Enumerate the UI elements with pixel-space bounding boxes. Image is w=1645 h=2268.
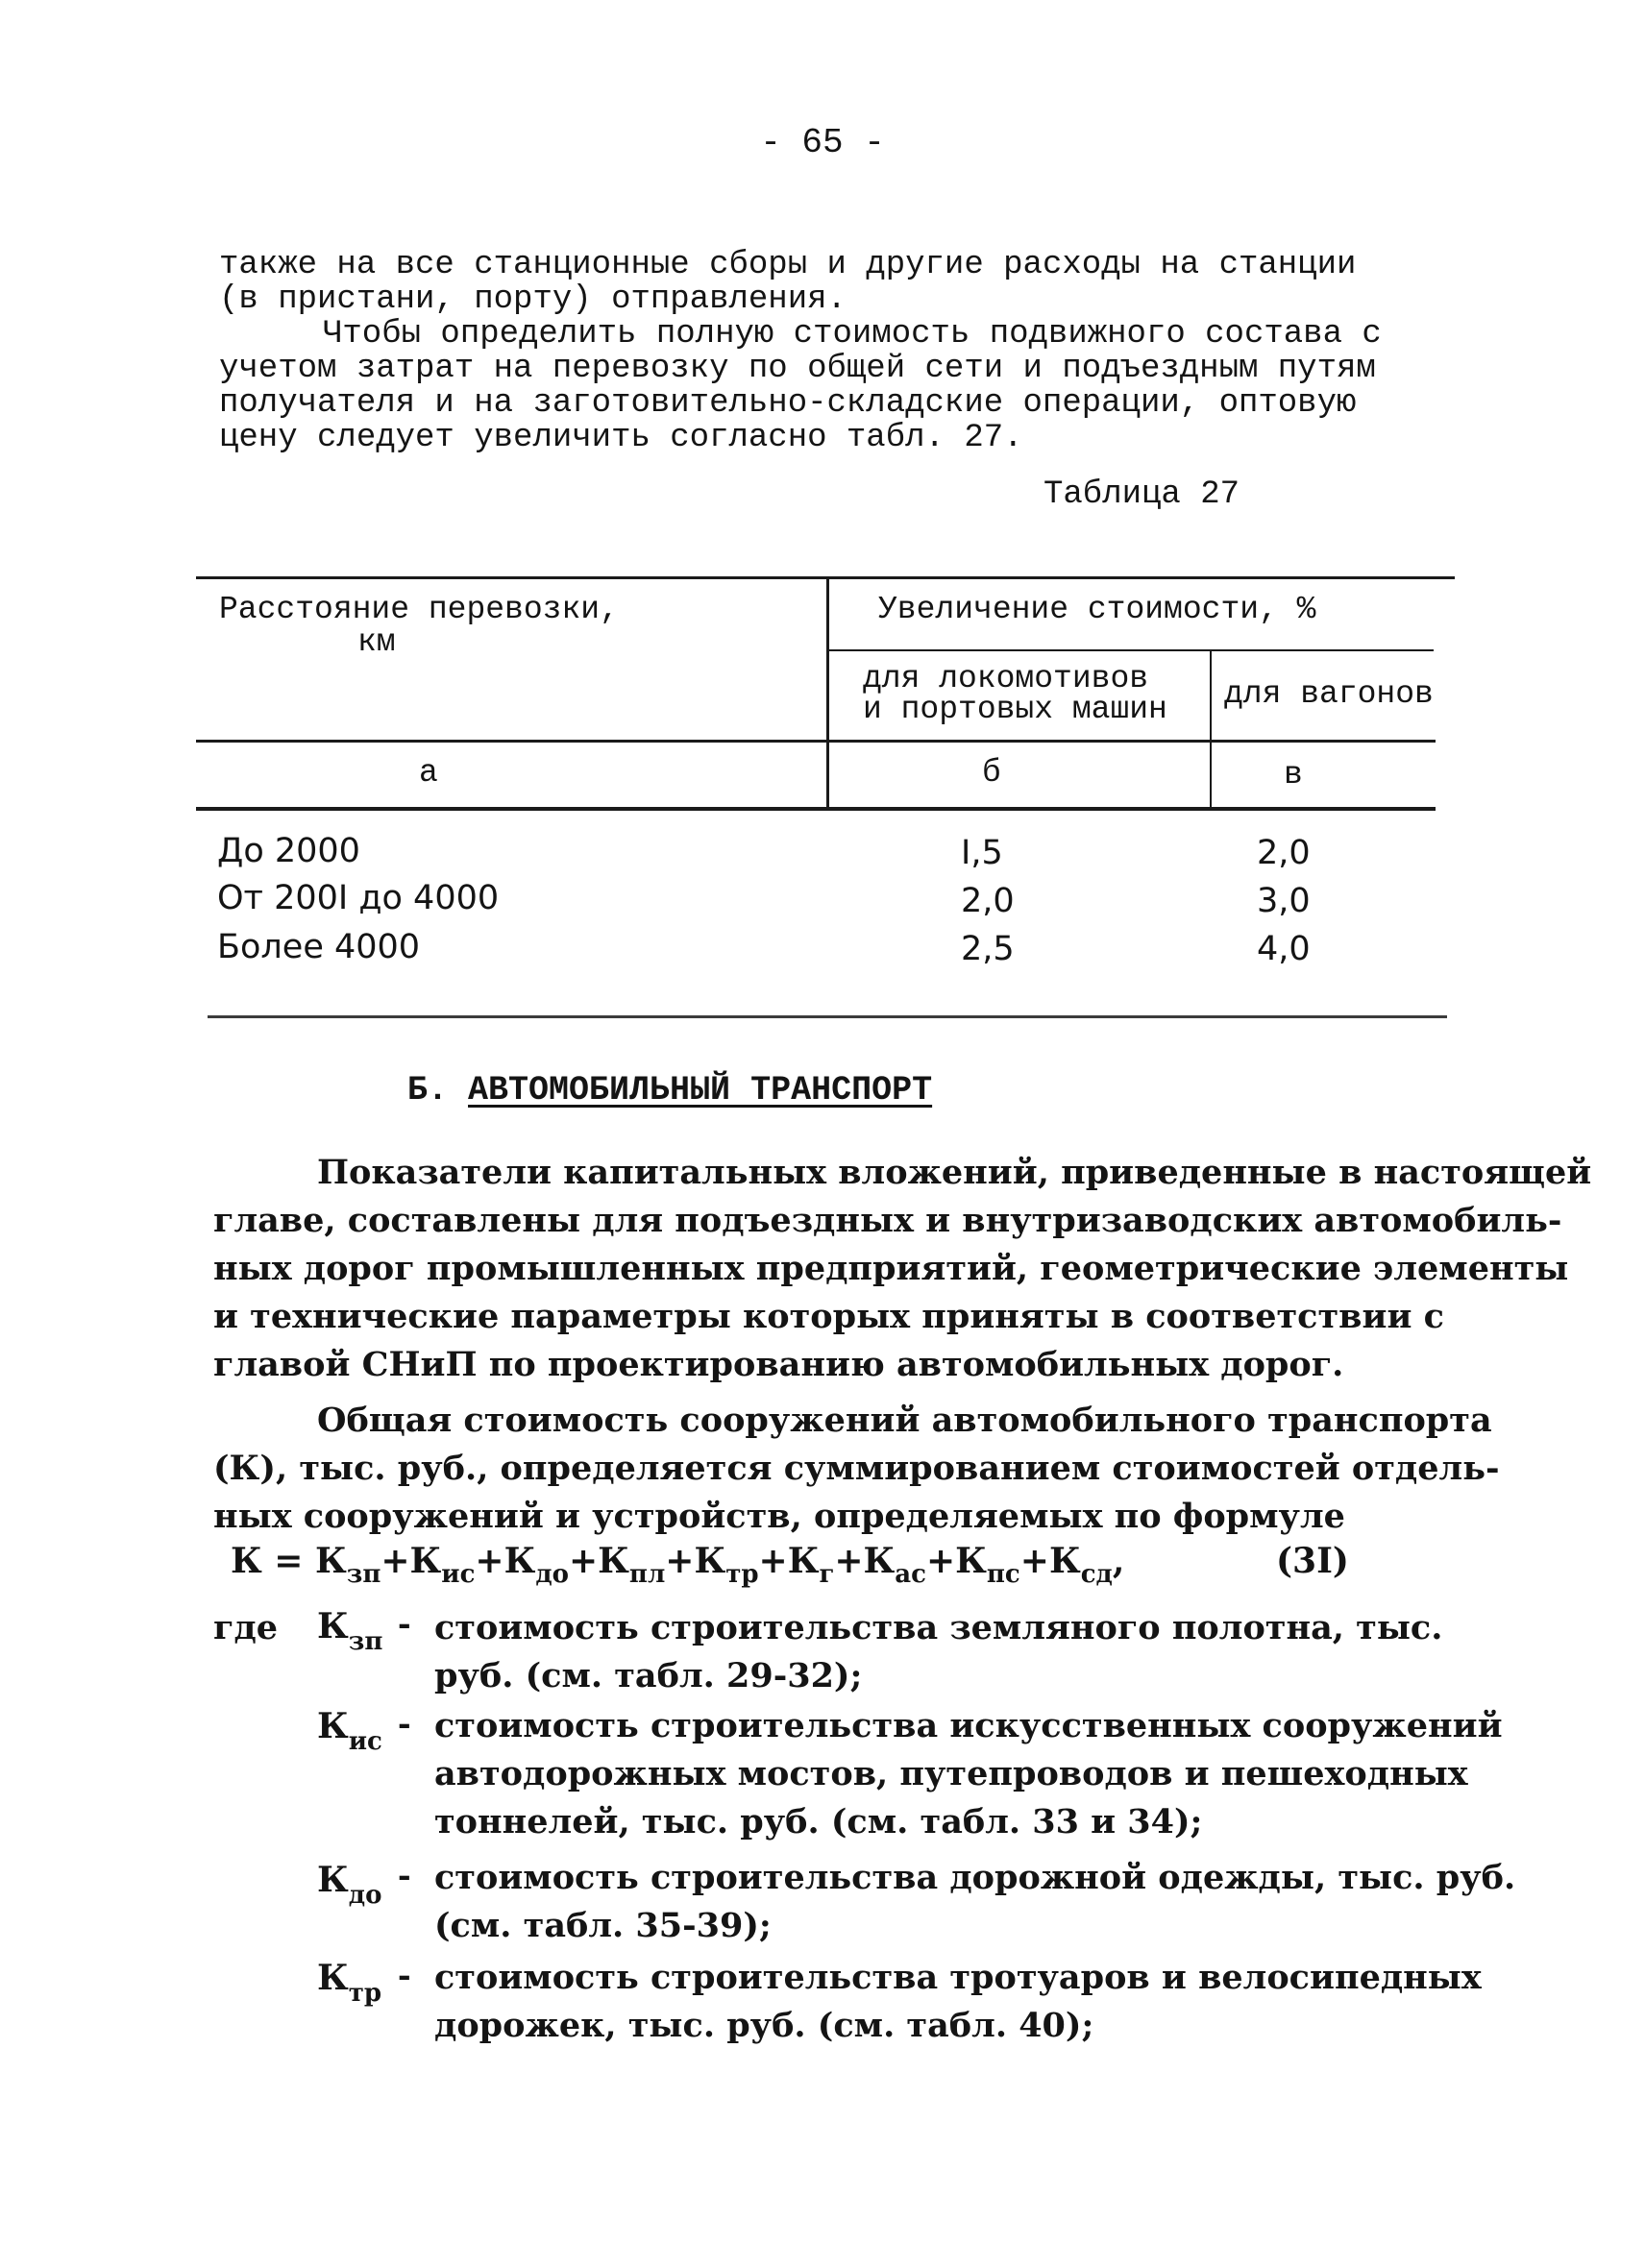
paragraph-line: (К), тыс. руб., определяется суммированием стоимостей отдель- [213,1449,1500,1488]
definition-symbol: $К_{зп}$ [317,1606,383,1656]
definition-line: стоимость строительства дорожной одежды, тыс. руб. [434,1858,1516,1897]
formula-term: $К_г$ [787,1541,835,1589]
table-row-wagons: 3,0 [1257,882,1311,920]
table-caption: Таблица 27 [1043,476,1240,513]
column-letter: б [982,755,1001,791]
definition-dash: - [394,1958,415,1997]
table-row-distance: Более 4000 [217,928,421,966]
table-header-rule [196,740,1436,743]
table-row-locomotives: I,5 [961,834,1003,872]
page-number: - 65 - [760,123,885,162]
header-locomotives: для локомотивов [863,661,1149,696]
header-distance: Расстояние перевозки, [219,592,619,627]
formula-term: $К_{до}$ [503,1541,569,1589]
header-increase: Увеличение стоимости, % [878,592,1316,627]
paragraph-line: главе, составлены для подъездных и внутризаводских автомобиль- [213,1201,1562,1240]
intro-line: учетом затрат на перевозку по общей сети и подъездным путям [219,351,1376,387]
intro-line: также на все станционные сборы и другие расходы на станции [219,247,1357,283]
header-wagons: для вагонов [1224,676,1434,712]
formula-term: $К_{ис}$ [409,1541,476,1589]
intro-line: цену следует увеличить согласно табл. 27. [219,420,1023,456]
paragraph-line: главой СНиП по проектированию автомобильных дорог. [213,1345,1344,1384]
paragraph-line: и технические параметры которых приняты в соответствии с [213,1297,1444,1336]
definition-line: стоимость строительства искусственных сооружений [434,1706,1503,1745]
definition-symbol: $К_{ис}$ [317,1706,382,1756]
table-row-locomotives: 2,0 [961,882,1015,920]
column-letter: в [1284,757,1303,793]
formula-term: $К_{тр}$ [694,1541,759,1589]
definition-symbol: $К_{тр}$ [317,1958,382,2008]
intro-line: получателя и на заготовительно-складские операции, оптовую [219,385,1357,422]
table-bottom-rule [208,1015,1447,1018]
header-locomotives: и портовых машин [863,692,1167,727]
table-top-rule [196,576,1455,579]
formula-number: (3I) [1276,1541,1349,1581]
table-letters-rule [196,807,1436,811]
definition-line: автодорожных мостов, путепроводов и пешеходных [434,1754,1468,1793]
table-row-wagons: 2,0 [1257,834,1311,872]
definition-line: руб. (см. табл. 29-32); [434,1656,863,1695]
section-prefix: Б. [407,1071,469,1110]
paragraph-line: ных сооружений и устройств, определяемых по формуле [213,1497,1345,1536]
definition-line: (см. табл. 35-39); [434,1906,772,1945]
section-heading [407,1071,932,1110]
definition-line: тоннелей, тыс. руб. (см. табл. 33 и 34); [434,1802,1203,1841]
paragraph-line: Общая стоимость сооружений автомобильного транспорта [317,1401,1492,1440]
column-letter: а [419,755,438,791]
definition-line: стоимость строительства тротуаров и велосипедных [434,1958,1482,1997]
header-distance-unit: км [357,624,396,660]
table-subheader-rule [826,649,1434,651]
definition-line: дорожек, тыс. руб. (см. табл. 40); [434,2006,1094,2045]
formula-term: $К_{пс}$ [955,1541,1020,1589]
formula-term: $К_{пл}$ [598,1541,666,1589]
definition-line: стоимость строительства земляного полотна, тыс. [434,1608,1443,1647]
formula-term: $К_{ас}$ [863,1541,926,1589]
table-column-divider [1210,651,1212,810]
table-row-distance: До 2000 [217,832,360,870]
paragraph-line: ных дорог промышленных предприятий, геометрические элементы [213,1249,1569,1288]
formula-term: $К_{зп}$ [314,1541,381,1589]
definition-dash: - [394,1858,415,1897]
where-label: где [213,1608,279,1647]
definition-dash: - [394,1706,415,1745]
section-title: АВТОМОБИЛЬНЫЙ ТРАНСПОРТ [468,1071,933,1110]
paragraph-line: Показатели капитальных вложений, приведенные в настоящей [317,1153,1592,1192]
intro-line: Чтобы определить полную стоимость подвижного состава с [323,316,1382,353]
table-row-distance: От 200I до 4000 [217,879,500,917]
table-row-wagons: 4,0 [1257,930,1311,968]
formula-lhs: К = [231,1541,315,1581]
table-row-locomotives: 2,5 [961,930,1015,968]
intro-line: (в пристани, порту) отправления. [219,281,847,318]
formula-term: $К_{сд}$ [1048,1541,1113,1589]
formula: $К = К_{зп}+К_{ис}+К_{до}+К_{пл}+К_{тр}+К_г+К_{ас}+К_{пс}+К_{сд}$, [231,1541,1125,1589]
table-column-divider [826,579,829,810]
definition-symbol: $К_{до}$ [317,1860,382,1910]
definition-dash: - [394,1606,415,1646]
